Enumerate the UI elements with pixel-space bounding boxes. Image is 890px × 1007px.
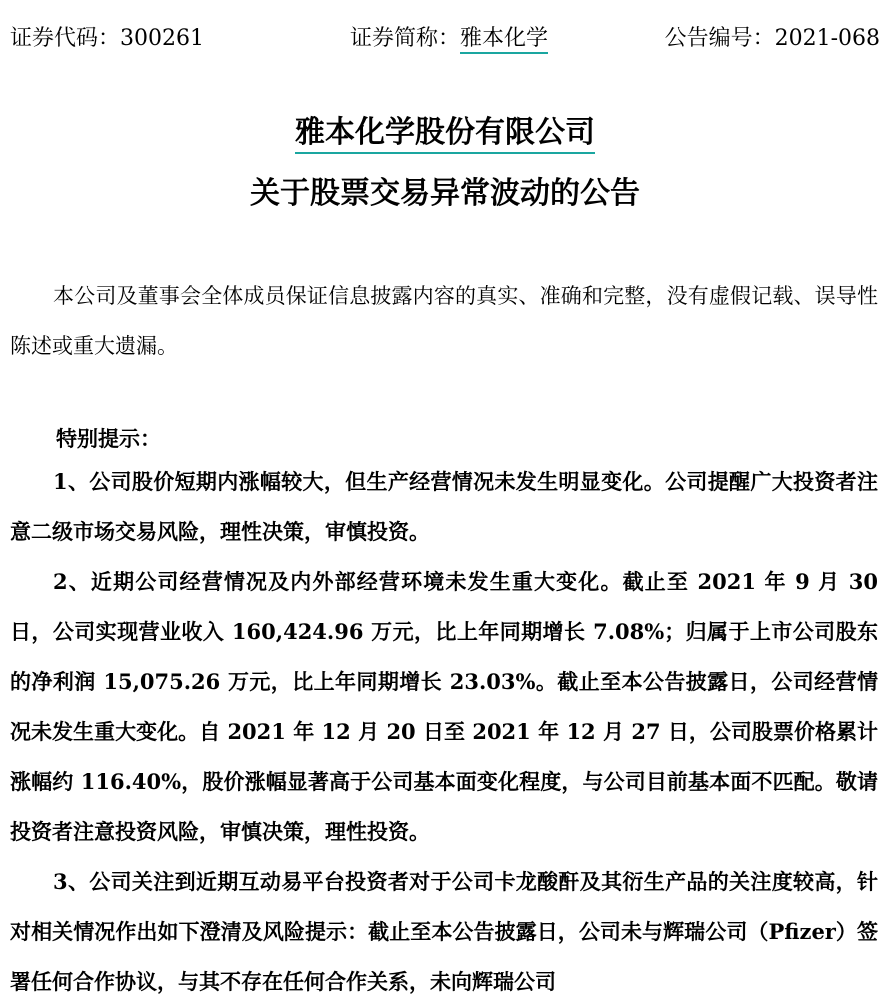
notice-number-value: 2021-068	[774, 26, 880, 51]
tip-item-3: 3、公司关注到近期互动易平台投资者对于公司卡龙酸酐及其衍生产品的关注度较高，针对相关情况作出如下澄清及风险提示：截止至本公告披露日，公司未与辉瑞公司（Pfizer）签署任何合作协议，与其不存在任何合作关系，未向辉瑞公司	[10, 869, 878, 994]
special-tips-list	[10, 457, 878, 1007]
company-title-text: 雅本化学股份有限公司	[295, 115, 595, 154]
security-short-name-label: 证券简称：	[350, 26, 461, 51]
special-tips-heading: 特别提示：	[56, 426, 161, 451]
company-title	[0, 113, 890, 153]
security-code	[10, 22, 204, 56]
security-short-name	[350, 22, 548, 56]
tip-item-2: 2、近期公司经营情况及内外部经营环境未发生重大变化。截止至 2021 年 9 月 30 日，公司实现营业收入 160,424.96 万元，比上年同期增长 7.08%；归属于上市公司股东的净利润 15,075.26 万元，比上年同期增长 23.03%。截止至本公告披露日，公司经营情况未发生重大变化。自 2021 年 12 月 20 日至 2021 年 12 月 27 日，公司股票价格累计涨幅约 116.40%，股价涨幅显著高于公司基本面变化程度，与公司目前基本面不匹配。敬请投资者注意投资风险，审慎决策，理性投资。	[10, 569, 878, 844]
notice-number-label: 公告编号：	[664, 26, 775, 51]
security-code-label: 证券代码：	[10, 26, 121, 51]
security-short-name-value: 雅本化学	[460, 26, 548, 54]
document-header	[10, 22, 880, 56]
security-code-value: 300261	[120, 26, 204, 51]
notice-title: 关于股票交易异常波动的公告	[250, 176, 640, 211]
notice-number	[665, 22, 880, 56]
tip-item-1: 1、公司股价短期内涨幅较大，但生产经营情况未发生明显变化。公司提醒广大投资者注意二级市场交易风险，理性决策，审慎投资。	[10, 469, 878, 544]
intro-paragraph: 本公司及董事会全体成员保证信息披露内容的真实、准确和完整，没有虚假记载、误导性陈述或重大遗漏。	[10, 284, 878, 358]
